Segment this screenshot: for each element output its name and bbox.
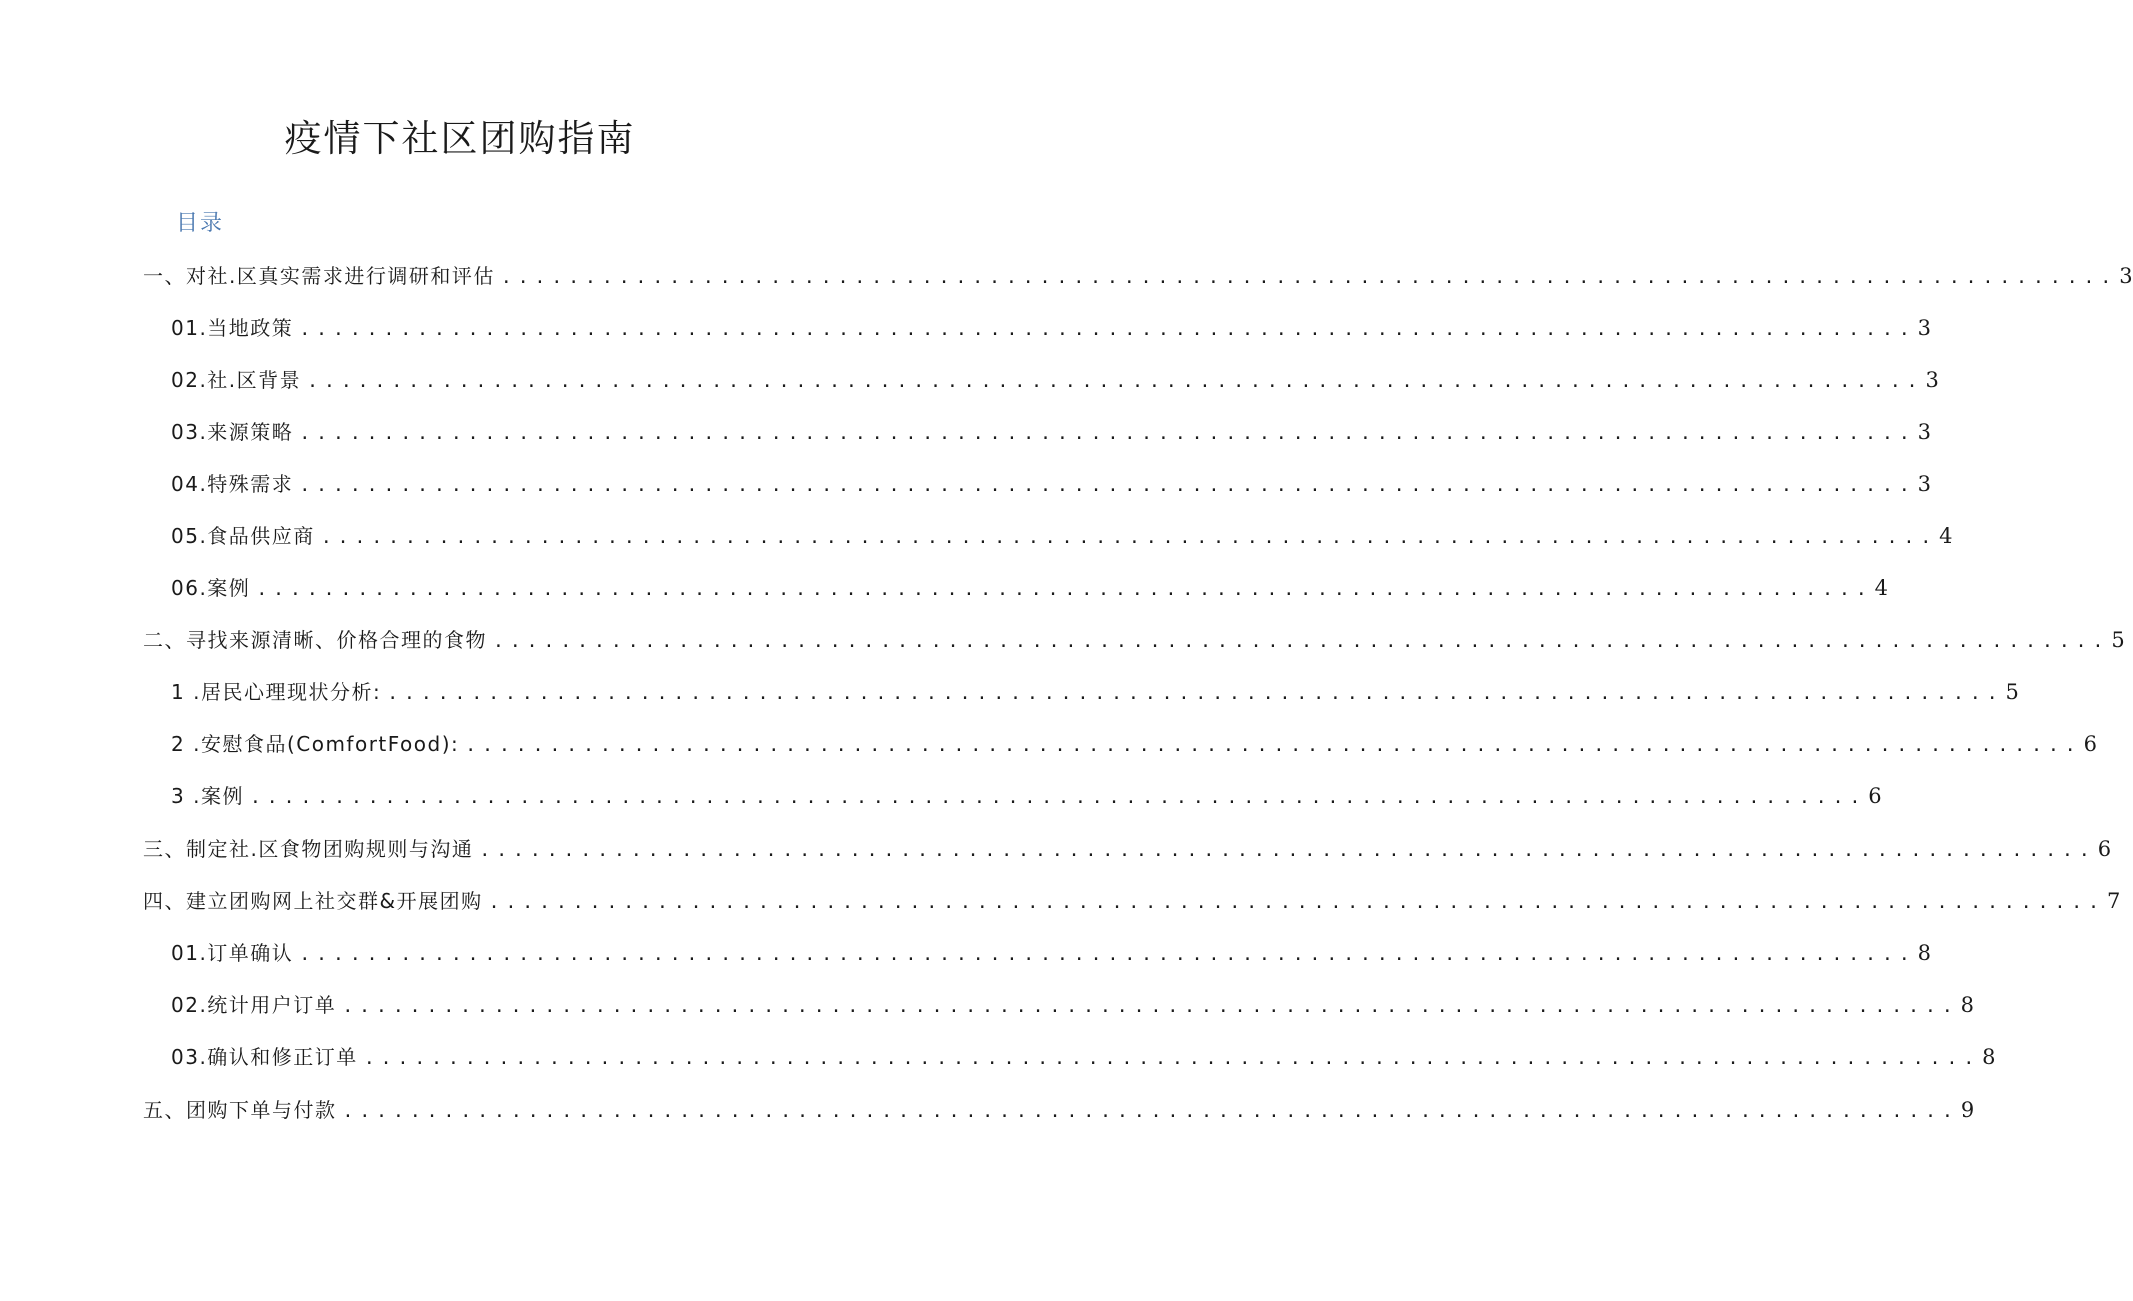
toc-page-number: 9: [1960, 1098, 1975, 1122]
toc-heading: 目录: [176, 211, 225, 236]
toc-dot-leader: ................................................................................................: [256, 579, 1873, 600]
toc-dot-leader: ................................................................................................: [342, 996, 1959, 1017]
toc-page-number: 3: [1917, 316, 1932, 340]
toc-entry-label: 3 .案例: [171, 784, 244, 808]
toc-entry-label: 1 .居民心理现状分析:: [171, 680, 382, 704]
toc-page-number: 8: [1982, 1045, 1996, 1069]
toc-dot-leader: ................................................................................................: [249, 787, 1867, 808]
toc-dot-leader: ................................................................................................: [320, 527, 1938, 548]
toc-entry-label: 2 .安慰食品(ComfortFood):: [171, 732, 460, 756]
toc-dot-leader: ................................................................................................: [299, 475, 1916, 496]
toc-page-number: 3: [2119, 264, 2133, 288]
toc-entry-label: 三、制定社.区食物团购规则与沟通: [143, 837, 474, 861]
toc-page-number: 3: [1917, 420, 1932, 444]
toc-page-number: 8: [1917, 941, 1932, 965]
toc-dot-leader: ................................................................................................: [342, 1101, 1959, 1122]
toc-entry[interactable]: [171, 1042, 1996, 1072]
toc-entry-label: 02.社.区背景: [171, 368, 302, 392]
toc-entry-label: 二、寻找来源清晰、价格合理的食物: [143, 628, 487, 652]
toc-entry[interactable]: [143, 834, 2112, 864]
toc-page-number: 6: [1868, 784, 1882, 808]
toc-page-number: 4: [1874, 576, 1889, 600]
toc-entry-label: 04.特殊需求: [171, 472, 294, 496]
toc-entry[interactable]: [171, 573, 1889, 603]
toc-entry[interactable]: [143, 625, 2125, 655]
toc-dot-leader: ................................................................................................: [500, 267, 2118, 288]
document-title: 疫情下社区团购指南: [284, 117, 636, 160]
toc-entry-label: 01.当地政策: [171, 316, 294, 340]
toc-dot-leader: ................................................................................................: [307, 371, 1924, 392]
toc-dot-leader: ................................................................................................: [387, 683, 2004, 704]
toc-entry-label: 05.食品供应商: [171, 524, 315, 548]
toc-entry[interactable]: [171, 990, 1975, 1020]
toc-entry[interactable]: [171, 365, 1939, 395]
toc-entry-label: 一、对社.区真实需求进行调研和评估: [143, 264, 495, 288]
toc-entry[interactable]: [143, 261, 2133, 291]
toc-entry[interactable]: [171, 729, 2097, 759]
toc-entry-label: 五、团购下单与付款: [143, 1098, 337, 1122]
toc-entry-label: 03.来源策略: [171, 420, 294, 444]
toc-page-number: 3: [1925, 368, 1939, 392]
toc-entry[interactable]: [171, 313, 1932, 343]
toc-entry-label: 四、建立团购网上社交群&开展团购: [143, 889, 483, 913]
toc-dot-leader: ................................................................................................: [299, 319, 1916, 340]
toc-dot-leader: ................................................................................................: [488, 892, 2105, 913]
toc-entry[interactable]: [171, 938, 1932, 968]
toc-dot-leader: ................................................................................................: [465, 735, 2082, 756]
toc-entry[interactable]: [171, 781, 1882, 811]
toc-dot-leader: ................................................................................................: [363, 1048, 1981, 1069]
toc-entry-label: 01.订单确认: [171, 941, 294, 965]
toc-page-number: 5: [2111, 628, 2125, 652]
toc-dot-leader: ................................................................................................: [299, 423, 1916, 444]
toc-page-number: 6: [2097, 837, 2112, 861]
toc-page-number: 6: [2083, 732, 2097, 756]
toc-page-number: 3: [1917, 472, 1932, 496]
toc-entry[interactable]: [171, 469, 1932, 499]
toc-entry-label: 03.确认和修正订单: [171, 1045, 358, 1069]
toc-entry[interactable]: [171, 521, 1953, 551]
toc-page-number: 4: [1939, 524, 1953, 548]
toc-dot-leader: ................................................................................................: [493, 631, 2110, 652]
toc-page-number: 5: [2005, 680, 2019, 704]
toc-dot-leader: ................................................................................................: [299, 944, 1916, 965]
toc-dot-leader: ................................................................................................: [479, 840, 2096, 861]
toc-page-number: 7: [2106, 889, 2121, 913]
toc-entry-label: 02.统计用户订单: [171, 993, 337, 1017]
toc-entry[interactable]: [171, 677, 2019, 707]
toc-entry[interactable]: [171, 417, 1932, 447]
toc-page-number: 8: [1960, 993, 1975, 1017]
toc-entry[interactable]: [143, 1095, 1975, 1125]
toc-entry-label: 06.案例: [171, 576, 251, 600]
toc-entry[interactable]: [143, 886, 2121, 916]
